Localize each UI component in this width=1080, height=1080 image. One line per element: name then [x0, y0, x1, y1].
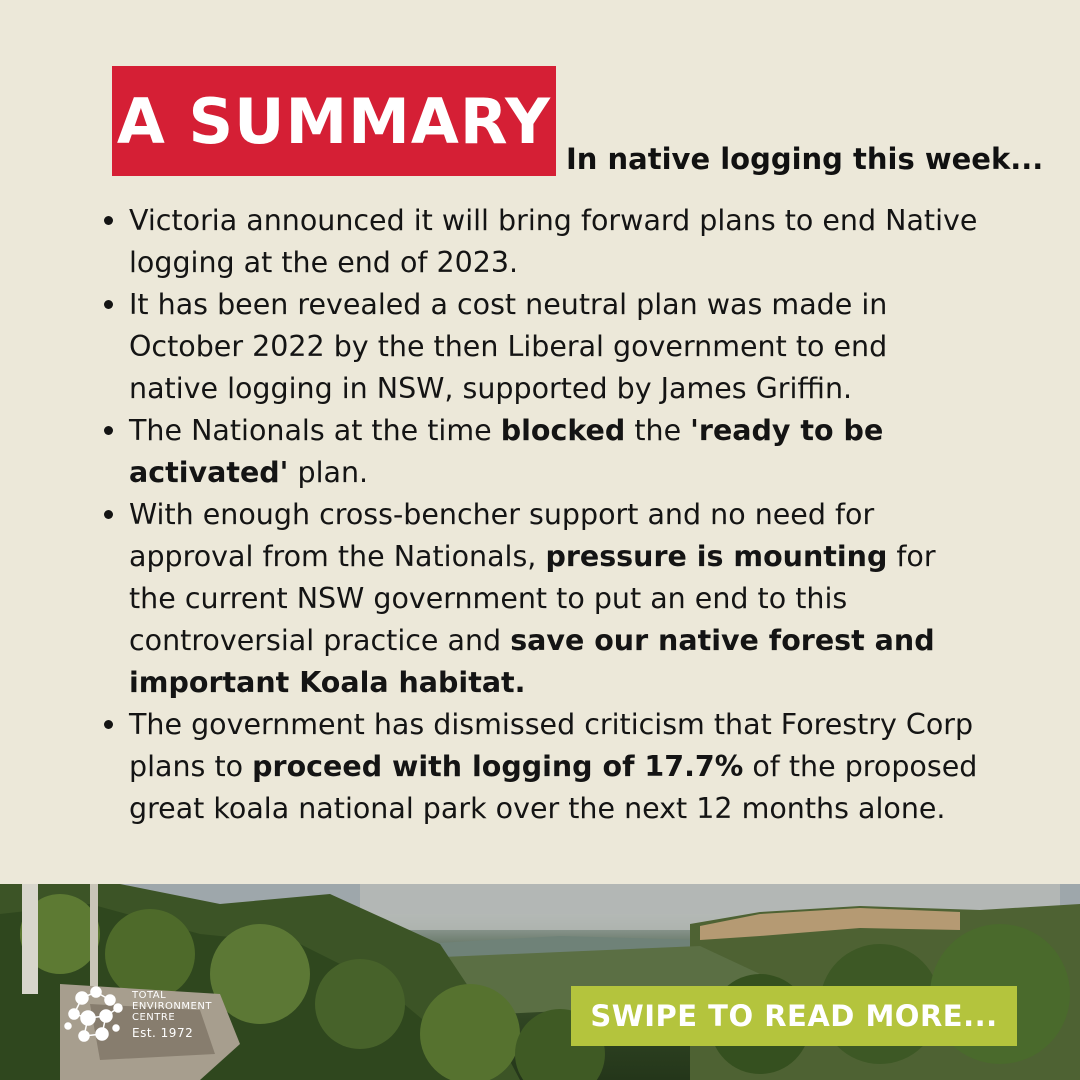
bullet-emphasis-text: blocked — [500, 414, 626, 447]
bullet-text: With enough cross-bencher support and no need for approval from the Nationals, — [129, 498, 875, 573]
bullet-text: of the proposed great koala national park over the next 12 months alone. — [129, 750, 978, 825]
swipe-button-label: SWIPE TO READ MORE... — [590, 999, 998, 1033]
molecule-logo-icon — [62, 984, 128, 1048]
bullet-text: Victoria announced it will bring forward plans to end Native logging at the end of 2023. — [129, 204, 978, 279]
bullet-text: The Nationals at the time — [129, 414, 501, 447]
logo-line-3: CENTRE — [132, 1012, 176, 1023]
bullet-item — [100, 494, 980, 704]
bullet-text: It has been revealed a cost neutral plan was made in October 2022 by the then Liberal government to end native logging in NSW, supported by James Griffin. — [129, 288, 888, 405]
logo-wordmark — [132, 990, 212, 1023]
page-subtitle: In native logging this week... — [566, 142, 1044, 176]
summary-bullet-list — [100, 200, 980, 830]
bullet-item — [100, 200, 980, 284]
bullet-text: plan. — [288, 456, 369, 489]
bullet-item — [100, 704, 980, 830]
bullet-emphasis-text: save our native forest and important Koala habitat. — [129, 624, 935, 699]
swipe-to-read-more-button[interactable] — [571, 986, 1017, 1046]
bullet-item — [100, 410, 980, 494]
forest-landscape-illustration — [0, 884, 1080, 1080]
logo-line-2: ENVIRONMENT — [132, 1001, 212, 1012]
bullet-emphasis-text: pressure is mounting — [545, 540, 888, 573]
page-title: A SUMMARY — [116, 84, 552, 158]
bullet-emphasis-text: proceed with logging of 17.7% — [252, 750, 744, 783]
bullet-text: The government has dismissed criticism that Forestry Corp plans to — [129, 708, 974, 783]
bullet-emphasis-text: 'ready to be activated' — [129, 414, 884, 489]
bullet-item — [100, 284, 980, 410]
bullet-text: the — [625, 414, 691, 447]
total-environment-centre-logo — [62, 984, 232, 1048]
forest-landscape-photo — [0, 884, 1080, 1080]
logo-established-year: Est. 1972 — [132, 1026, 194, 1040]
logo-line-1: TOTAL — [132, 990, 167, 1001]
title-badge — [112, 66, 556, 176]
bullet-text: for the current NSW government to put an end to this controversial practice and — [129, 540, 936, 657]
